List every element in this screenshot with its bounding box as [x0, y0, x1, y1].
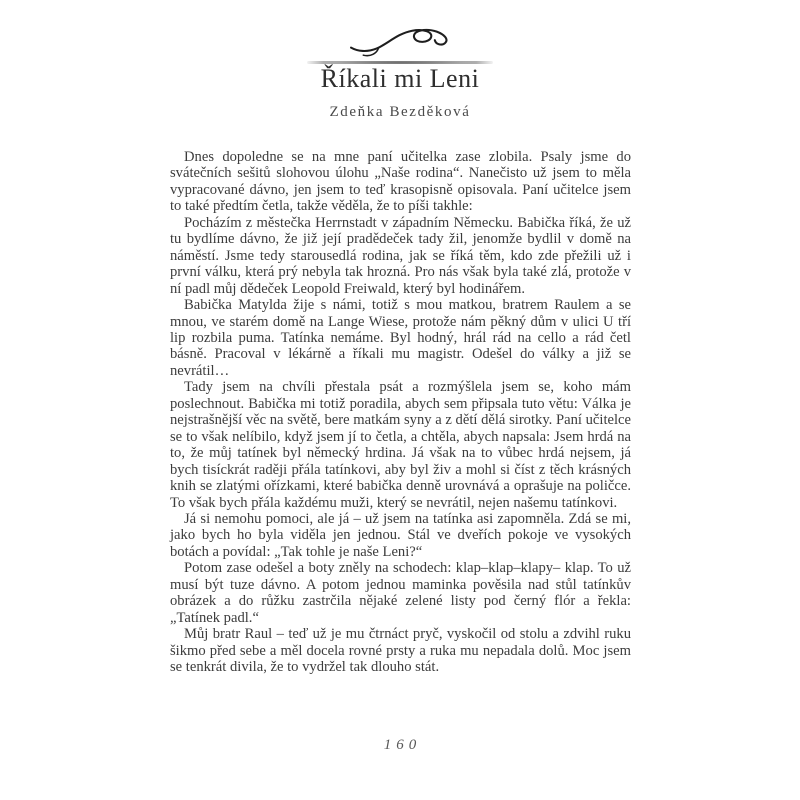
paragraph: Pocházím z městečka Herrnstadt v západním Německu. Babička říká, že už tu bydlíme dávno, že již její pradědeček tady žil, jenomže bydlil v domě na náměstí. Jsme tedy starousedlá rodina, jak se říká těm, kdo zde přežili už i první válku, která prý nebyla tak hrozná. Pro nás však byla také zlá, protože v ní padl můj dědeček Leopold Freiwald, který byl hodinářem. [170, 214, 631, 297]
paragraph: Potom zase odešel a boty zněly na schodech: klap–klap–klapy– klap. To už musí být tuze dávno. A potom jednou maminka pověsila nad stůl tatínkův obrázek a do růžku zastrčila nějaké zelené listy pod černý flór a řekla: „Tatínek padl.“ [170, 560, 631, 626]
paragraph: Můj bratr Raul – teď už je mu čtrnáct pryč, vyskočil od stolu a zdvihl ruku šikmo před sebe a měl docela rovné prsty a ruka mu nepadala dolů. Moc jsem se tenkrát divila, že to vydržel tak dlouho stát. [170, 626, 631, 676]
paragraph: Dnes dopoledne se na mne paní učitelka zase zlobila. Psaly jsme do svátečních sešitů slohovou úlohu „Naše rodina“. Nanečisto už jsem to měla vypracované dávno, jen jsem to teď krasopisně opisovala. Paní učitelce jsem to také předtím četla, takže věděla, že to píši takhle: [170, 149, 631, 215]
page-number: 160 [383, 737, 422, 753]
page-title: Říkali mi Leni [320, 64, 480, 93]
paragraph: Já si nemohu pomoci, ale já – už jsem na tatínka asi zapomněla. Zdá se mi, jako bych ho byla viděla jen jednou. Stál ve dveřích pokoje ve vysokých botách a povídal: „Tak tohle je naše Leni?“ [170, 510, 631, 560]
author-name: Zdeňka Bezděková [329, 104, 471, 120]
paragraph: Tady jsem na chvíli přestala psát a rozmýšlela jsem se, koho mám poslechnout. Babička mi totiž poradila, abych sem připsala tuto větu: Válka je nejstrašnější věc na světě, bere matkám syny a z dětí dělá sirotky. Paní učitelce se to však nelíbilo, když jsem jí to četla, a chtěla, abych napsala: Jsem hrdá na to, že můj tatínek byl německý hrdina. Já však na to vůbec hrdá nejsem, já bych tisíckrát raději přála tatínkovi, aby byl živ a mohl si číst z těch krásných knih se zlatými ořízkami, které babička denně urovnává a oprašuje na poličce. To však bych přála každému muži, který se nevrátil, nejen našemu tatínkovi. [170, 379, 631, 511]
paragraph: Babička Matylda žije s námi, totiž s mou matkou, bratrem Raulem a se mnou, ve starém domě na Lange Wiese, protože nám pěkný dům v ulici U tří lip rozbila puma. Tatínka nemáme. Byl hodný, hrál rád na cello a rád četl básně. Pracoval v lékárně a říkali mu magistr. Odešel do války a již se nevrátil… [170, 297, 631, 379]
story-text [170, 149, 631, 676]
calligraphy-flourish-icon [348, 26, 452, 58]
